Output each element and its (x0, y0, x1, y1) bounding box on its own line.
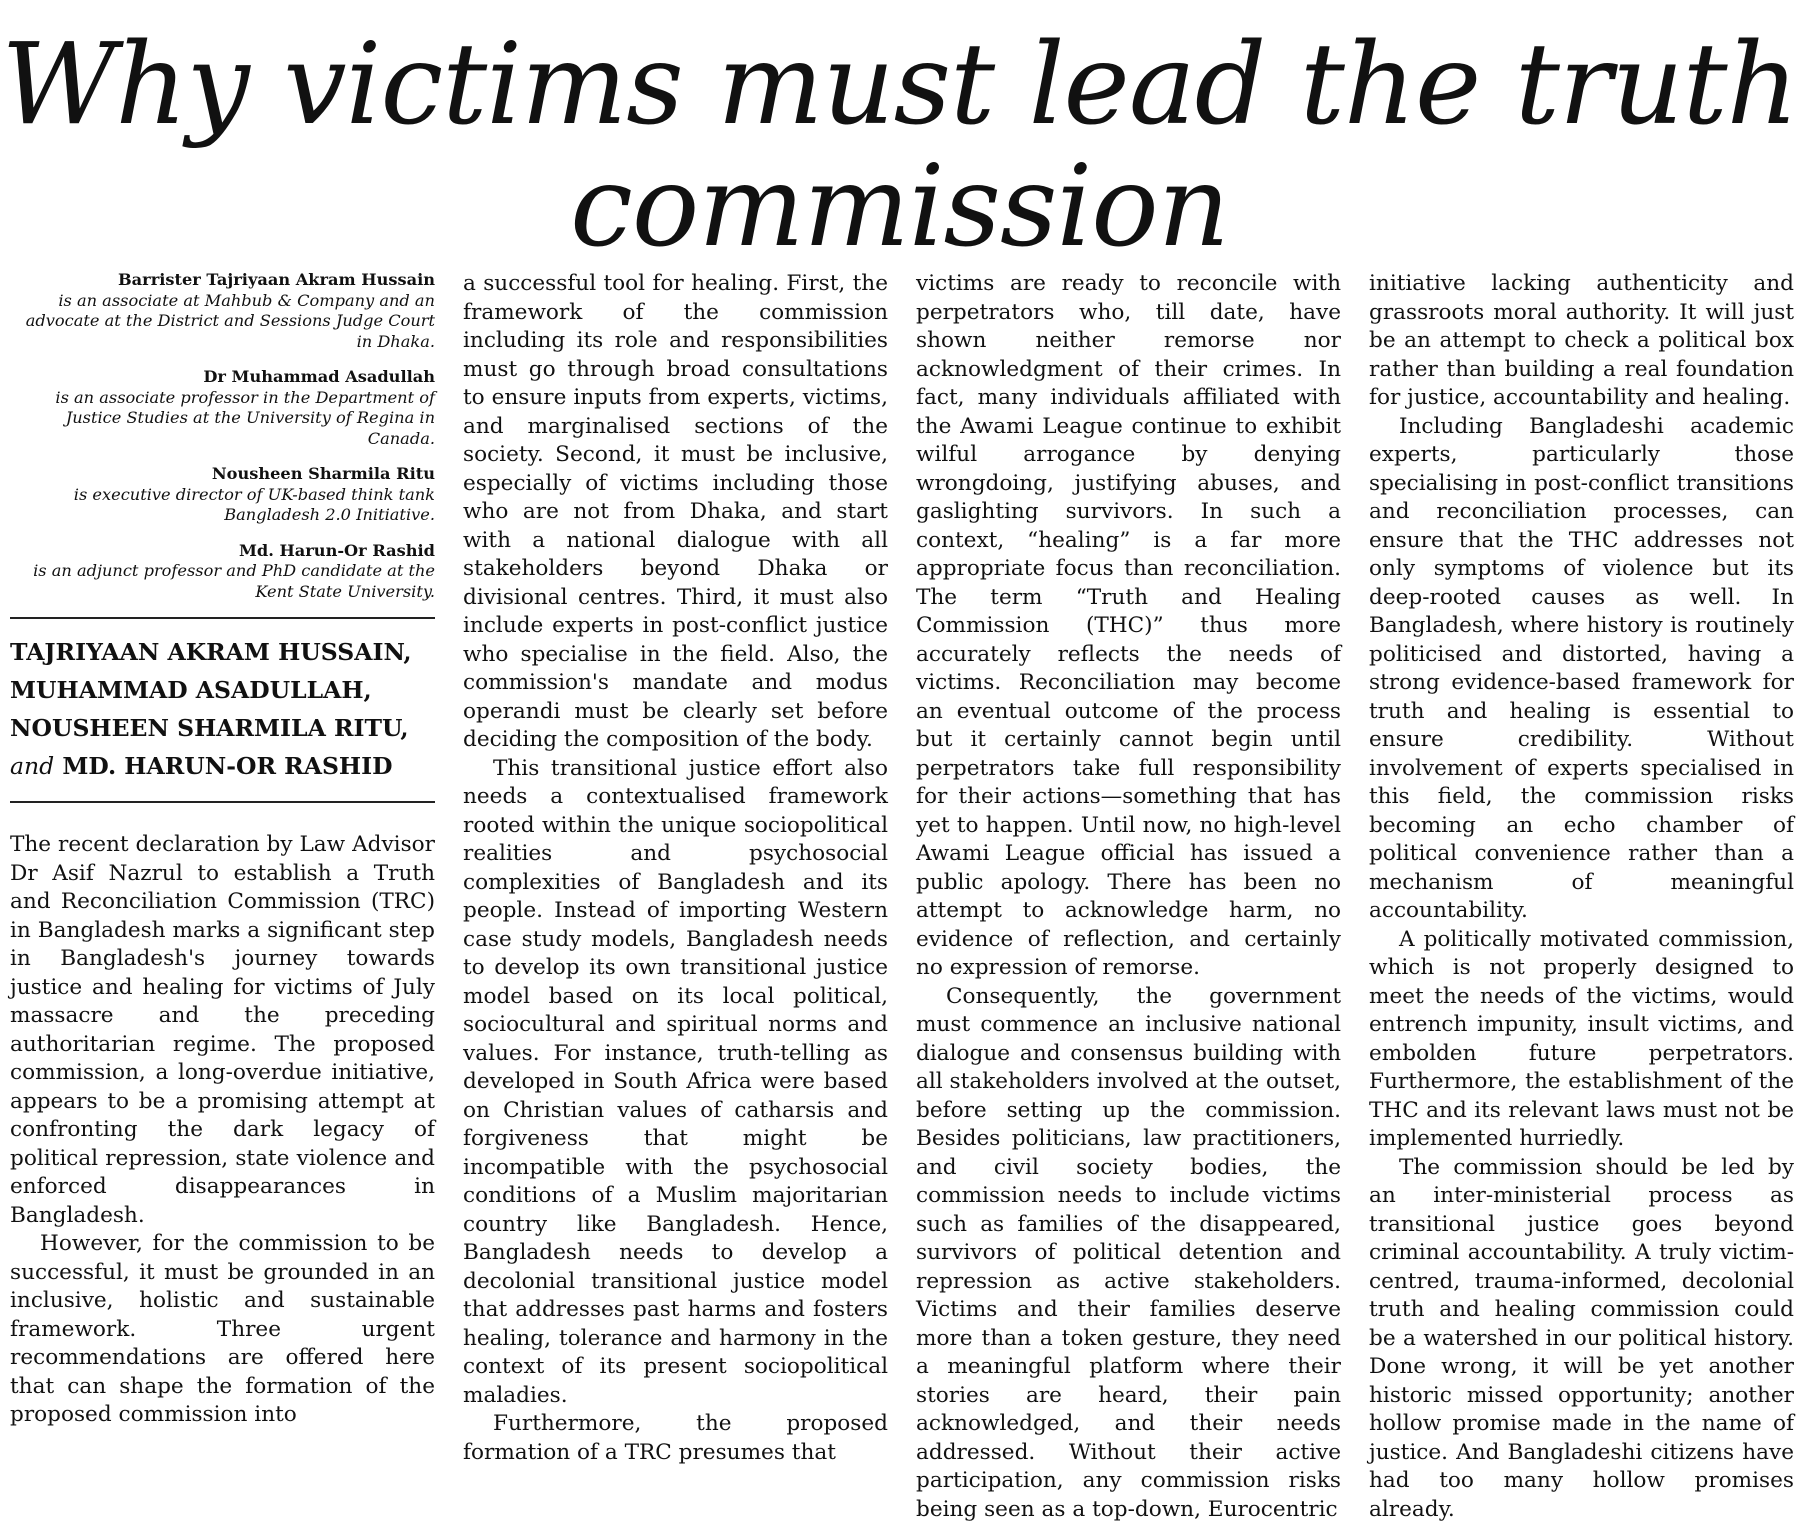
byline-author: MUHAMMAD ASADULLAH, (10, 671, 435, 709)
author-bio (10, 541, 435, 603)
author-bio (10, 464, 435, 526)
body-paragraph: A politically motivated commission, which is not properly designed to meet the needs of the victims, would entrench impunity, insult victims, and embolden future perpetrators. Furthermore, the establishment of the THC and its relevant laws must not be implemented hurriedly. (1369, 926, 1794, 1154)
author-bio (10, 270, 435, 352)
author-bio-desc: is an associate professor in the Department of Justice Studies at the University of Regina in Canada. (10, 388, 435, 450)
body-paragraph: However, for the commission to be successful, it must be grounded in an inclusive, holistic and sustainable framework. Three urgent recommendations are offered here that can shape the formation of the proposed commission into (10, 1230, 435, 1430)
body-paragraph: initiative lacking authenticity and grassroots moral authority. It will just be an attempt to check a political box rather than building a real foundation for justice, accountability and healing. (1369, 270, 1794, 413)
author-bio-desc: is an associate at Mahbub & Company and an advocate at the District and Sessions Judge Court in Dhaka. (10, 291, 435, 353)
author-bio-desc: is an adjunct professor and PhD candidate at the Kent State University. (10, 561, 435, 602)
body-paragraph: a successful tool for healing. First, the framework of the commission including its role and responsibilities must go through broad consultations to ensure inputs from experts, victims, and marginalised sections of the society. Second, it must be inclusive, especially of victims including those who are not from Dhaka, and start with a national dialogue with all stakeholders beyond Dhaka or divisional centres. Third, it must also include experts in post-conflict justice who specialise in the field. Also, the commission's mandate and modus operandi must be clearly set before deciding the composition of the body. (463, 270, 888, 755)
column-2 (463, 270, 888, 1467)
column-3 (916, 270, 1341, 1524)
byline-author: TAJRIYAAN AKRAM HUSSAIN, (10, 633, 435, 671)
column-4 (1369, 270, 1794, 1524)
body-paragraph: Furthermore, the proposed formation of a TRC presumes that (463, 1410, 888, 1467)
column-1 (10, 270, 435, 1430)
author-bio-desc: is executive director of UK-based think tank Bangladesh 2.0 Initiative. (10, 485, 435, 526)
author-bio-name: Dr Muhammad Asadullah (10, 367, 435, 388)
byline-author-last (10, 747, 435, 785)
body-paragraph: Consequently, the government must commence an inclusive national dialogue and consensus building with all stakeholders involved at the outset, before setting up the commission. Besides politicians, law practitioners, and civil society bodies, the commission needs to include victims such as families of the disappeared, survivors of political detention and repression as active stakeholders. Victims and their families deserve more than a token gesture, they need a meaningful platform where their stories are heard, their pain acknowledged, and their needs addressed. Without their active participation, any commission risks being seen as a top-down, Eurocentric (916, 983, 1341, 1524)
byline-author: MD. HARUN-OR RASHID (62, 752, 392, 780)
author-bio (10, 367, 435, 449)
body-paragraph: Including Bangladeshi academic experts, particularly those specialising in post-conflict transitions and reconciliation processes, can ensure that the THC addresses not only symptoms of violence but its deep-rooted causes as well. In Bangladesh, where history is routinely politicised and distorted, having a strong evidence-based framework for truth and healing is essential to ensure credibility. Without involvement of experts specialised in this field, the commission risks becoming an echo chamber of political convenience rather than a mechanism of meaningful accountability. (1369, 413, 1794, 926)
byline-author: NOUSHEEN SHARMILA RITU, (10, 709, 435, 747)
body-paragraph: The recent declaration by Law Advisor Dr Asif Nazrul to establish a Truth and Reconciliation Commission (TRC) in Bangladesh marks a significant step in Bangladesh's journey towards justice and healing for victims of July massacre and the preceding authoritarian regime. The proposed commission, a long-overdue initiative, appears to be a promising attempt at confronting the dark legacy of political repression, state violence and enforced disappearances in Bangladesh. (10, 831, 435, 1230)
author-bio-name: Md. Harun-Or Rashid (10, 541, 435, 562)
author-bio-name: Barrister Tajriyaan Akram Hussain (10, 270, 435, 291)
body-paragraph: The commission should be led by an inter-ministerial process as transitional justice goes beyond criminal accountability. A truly victim-centred, trauma-informed, decolonial truth and healing commission could be a watershed in our political history. Done wrong, it will be yet another historic missed opportunity; another hollow promise made in the name of justice. And Bangladeshi citizens have had too many hollow promises already. (1369, 1154, 1794, 1524)
byline-and: and (10, 752, 54, 780)
headline: Why victims must lead the truth commission (0, 24, 1799, 268)
body-paragraph: This transitional justice effort also needs a contextualised framework rooted within the unique sociopolitical realities and psychosocial complexities of Bangladesh and its people. Instead of importing Western case study models, Bangladesh needs to develop its own transitional justice model based on its local political, sociocultural and spiritual norms and values. For instance, truth-telling as developed in South Africa were based on Christian values of catharsis and forgiveness that might be incompatible with the psychosocial conditions of a Muslim majoritarian country like Bangladesh. Hence, Bangladesh needs to develop a decolonial transitional justice model that addresses past harms and fosters healing, tolerance and harmony in the context of its present sociopolitical maladies. (463, 755, 888, 1411)
author-bio-name: Nousheen Sharmila Ritu (10, 464, 435, 485)
byline (10, 619, 435, 801)
body-paragraph: victims are ready to reconcile with perpetrators who, till date, have shown neither remorse nor acknowledgment of their crimes. In fact, many individuals affiliated with the Awami League continue to exhibit wilful arrogance by denying wrongdoing, justifying abuses, and gaslighting survivors. In such a context, “healing” is a far more appropriate focus than reconciliation. The term “Truth and Healing Commission (THC)” thus more accurately reflects the needs of victims. Reconciliation may become an eventual outcome of the process but it certainly cannot begin until perpetrators take full responsibility for their actions—something that has yet to happen. Until now, no high-level Awami League official has issued a public apology. There has been no attempt to acknowledge harm, no evidence of reflection, and certainly no expression of remorse. (916, 270, 1341, 983)
